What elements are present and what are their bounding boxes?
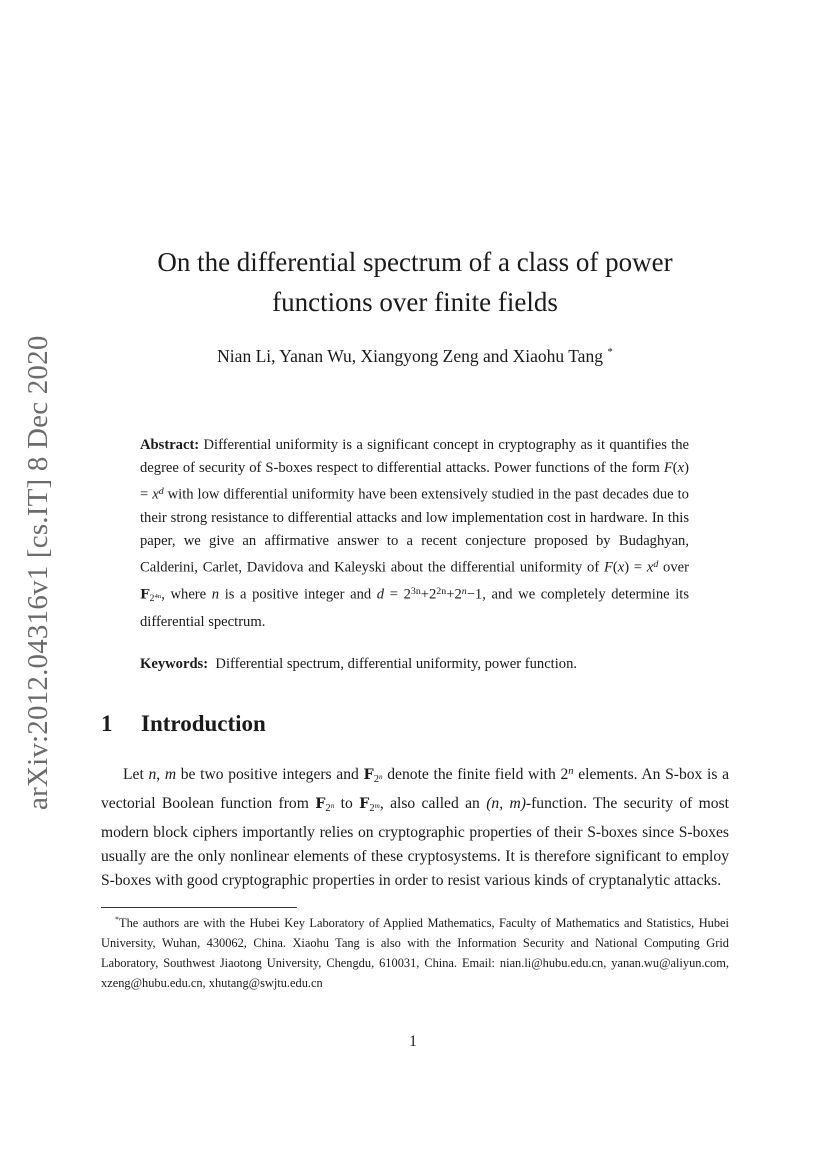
section-title: Introduction [141, 711, 266, 736]
intro-text: denote the finite field with [382, 765, 561, 783]
math-two: 2 [373, 773, 379, 785]
abstract-text: is a positive integer and [219, 586, 377, 603]
math-field: F [359, 795, 370, 812]
math-x: x [617, 559, 625, 576]
author-footnote-mark: * [607, 346, 613, 359]
math-paren: ) [624, 559, 630, 576]
math-minus: − [466, 586, 475, 603]
footnote-mark: * [115, 915, 119, 924]
abstract-text: with low differential uniformity have been extensively studied in the past decades due to their strong resistance to differential attacks and low implementation cost in hardware. In this paper, we give an affirmative answer to a recent conjecture proposed by Budaghyan, Calderini, Carlet, Davidova and Kaleyski about the differential uniformity of [140, 486, 689, 576]
math-field: F [140, 586, 150, 603]
math-n: n [568, 766, 574, 777]
math-field: F [363, 766, 374, 783]
paper-title [100, 242, 730, 322]
intro-text: -function. The security of most modern block ciphers importantly relies on cryptographic properties of their S-boxes since S-boxes usually are the only nonlinear elements of these cryptosystems. It is therefore significant to employ S-boxes with good cryptographic properties in order to resist various kinds of cryptanalytic attacks. [101, 794, 730, 889]
section-heading [101, 711, 266, 737]
intro-paragraph [101, 760, 729, 893]
title-line-1: On the differential spectrum of a class of power [157, 247, 673, 277]
math-n: n [211, 586, 220, 603]
math-x: x [646, 559, 654, 576]
math-two: 2 [403, 586, 411, 603]
math-two: 2 [429, 586, 437, 603]
math-two: 2 [369, 802, 375, 814]
math-field: F [315, 795, 326, 812]
authors-text: Nian Li, Yanan Wu, Xiangyong Zeng and Xiaohu Tang [217, 346, 603, 366]
math-paren: ( [672, 460, 678, 477]
arxiv-identifier: arXiv:2012.04316v1 [cs.IT] 8 Dec 2020 [22, 335, 54, 810]
abstract-text: over [658, 559, 689, 576]
math-m: m [164, 765, 177, 783]
math-x: x [152, 486, 159, 503]
footnote [101, 910, 729, 993]
math-eq: = [140, 486, 153, 503]
math-F: F [663, 460, 673, 477]
math-d: d [653, 559, 659, 571]
math-n: n [461, 586, 467, 598]
intro-text: , also called an [379, 794, 487, 812]
math-4n: 4n [154, 593, 162, 601]
page-number: 1 [409, 1033, 417, 1050]
math-two: 2 [560, 765, 569, 783]
math-two: 2 [454, 586, 462, 603]
keywords-text: Differential spectrum, differential uniformity, power function. [215, 656, 578, 672]
math-comma: , [156, 765, 165, 783]
math-F: F [603, 559, 613, 576]
math-d: d [158, 486, 164, 498]
math-d: d [376, 586, 385, 603]
intro-text: Let [123, 765, 149, 783]
intro-text: be two positive integers and [176, 765, 364, 783]
math-3n: 3n [410, 586, 421, 598]
math-plus: + [420, 586, 429, 603]
abstract-text: Differential uniformity is a significant concept in cryptography as it quantifies the degree of security of S-boxes respect to differential attacks. Power functions of the form [140, 437, 689, 477]
footnote-rule [101, 907, 297, 908]
abstract [140, 434, 689, 634]
math-n: n [148, 765, 157, 783]
math-eq: = [629, 559, 647, 576]
math-m: m [374, 801, 380, 810]
math-x: x [677, 460, 685, 477]
abstract-text: , and we completely determine its differential spectrum. [140, 586, 690, 630]
abstract-text: , where [161, 586, 212, 603]
math-two: 2 [325, 802, 331, 814]
math-nm: (n, m) [486, 794, 526, 812]
math-paren: ) [684, 460, 689, 477]
intro-text: elements. An S-box is a vectorial Boolean function from [101, 765, 730, 812]
math-n: n [330, 801, 335, 810]
abstract-label: Abstract: [140, 437, 200, 453]
math-n: n [378, 772, 383, 781]
keywords-label: Keywords: [140, 656, 209, 672]
footnote-text: The authors are with the Hubei Key Laboratory of Applied Mathematics, Faculty of Mathematics and Statistics, Hubei University, Wuhan, 430062, China. Xiaohu Tang is also with the Information Security and National Computing Grid Laboratory, Southwest Jiaotong University, Chengdu, 610031, China. Email: nian.li@hubu.edu.cn, yanan.wu@aliyun.com, xzeng@hubu.edu.cn, xhutang@swjtu.edu.cn [101, 916, 729, 991]
section-number: 1 [101, 711, 113, 736]
math-eq: = [384, 586, 404, 603]
author-list [100, 346, 730, 367]
math-plus: + [446, 586, 455, 603]
math-one: 1 [474, 586, 483, 603]
title-line-2: functions over finite fields [272, 287, 558, 317]
math-2n: 2n [436, 586, 447, 598]
math-paren: ( [612, 559, 618, 576]
math-two: 2 [149, 593, 155, 605]
intro-text: to [334, 794, 360, 812]
keywords [140, 656, 689, 673]
